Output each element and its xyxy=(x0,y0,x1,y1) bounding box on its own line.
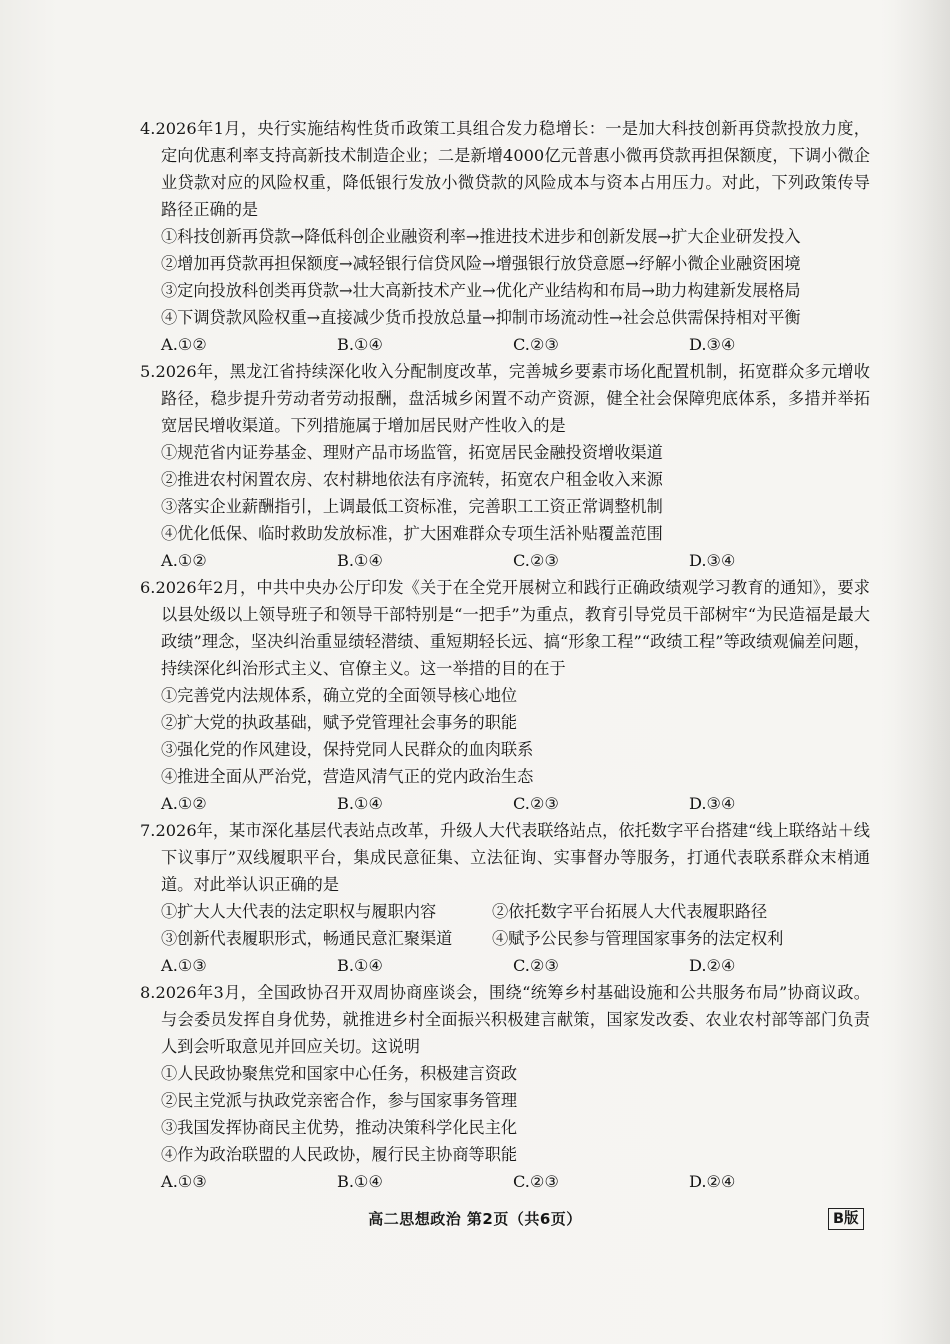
question-6-options xyxy=(140,790,870,817)
question-8-stem: 8.2026年3月，全国政协召开双周协商座谈会，围绕“统筹乡村基础设施和公共服务布局”协商议政。与会委员发挥自身优势，就推进乡村全面振兴积极建言献策，国家发改委、农业农村部等部门负责人到会听取意见并回应关切。这说明 xyxy=(140,983,870,1056)
question-4-options xyxy=(140,331,870,358)
option-a[interactable]: A.①③ xyxy=(161,956,207,975)
page-footer: 高二思想政治 第2页（共6页） xyxy=(368,1210,582,1228)
question-8-options xyxy=(140,1168,870,1195)
option-b[interactable]: B.①④ xyxy=(337,1172,384,1191)
question-7-stem: 7.2026年，某市深化基层代表站点改革，升级人大代表联络站点，依托数字平台搭建“线上联络站＋线下议事厅”双线履职平台，集成民意征集、立法征询、实事督办等服务，打通代表联系群众末梢通道。对此举认识正确的是 xyxy=(140,821,870,894)
option-a[interactable]: A.①② xyxy=(161,794,207,813)
question-6-statement-2: ②扩大党的执政基础，赋予党管理社会事务的职能 xyxy=(161,713,518,732)
question-4-statement-3: ③定向投放科创类再贷款→壮大高新技术产业→优化产业结构和布局→助力构建新发展格局 xyxy=(161,281,801,300)
option-d[interactable]: D.③④ xyxy=(689,794,736,813)
question-7-options xyxy=(140,952,870,979)
question-4-stem: 4.2026年1月，央行实施结构性货币政策工具组合发力稳增长：一是加大科技创新再贷款投放力度，定向优惠利率支持高新技术制造企业；二是新增4000亿元普惠小微再贷款再担保额度，下调小微企业贷款对应的风险权重，降低银行发放小微贷款的风险成本与资本占用压力。对此，下列政策传导路径正确的是 xyxy=(140,119,870,219)
option-c[interactable]: C.②③ xyxy=(513,1172,559,1191)
option-c[interactable]: C.②③ xyxy=(513,794,559,813)
question-5-statement-1: ①规范省内证券基金、理财产品市场监管，拓宽居民金融投资增收渠道 xyxy=(161,443,663,462)
scan-edge-shadow xyxy=(880,0,950,1344)
question-7-statement-row-1 xyxy=(140,898,870,925)
option-d[interactable]: D.②④ xyxy=(689,1172,736,1191)
option-c[interactable]: C.②③ xyxy=(513,335,559,354)
question-5-statement-3: ③落实企业薪酬指引，上调最低工资标准，完善职工工资正常调整机制 xyxy=(161,497,663,516)
question-5-stem: 5.2026年，黑龙江省持续深化收入分配制度改革，完善城乡要素市场化配置机制，拓宽群众多元增收路径，稳步提升劳动者劳动报酬，盘活城乡闲置不动产资源，健全社会保障兜底体系，多措并举拓宽居民增收渠道。下列措施属于增加居民财产性收入的是 xyxy=(140,362,870,435)
question-7-statement-3: ③创新代表履职形式，畅通民意汇聚渠道 xyxy=(161,929,453,948)
option-a[interactable]: A.①③ xyxy=(161,1172,207,1191)
option-d[interactable]: D.③④ xyxy=(689,551,736,570)
question-6-statement-3: ③强化党的作风建设，保持党同人民群众的血肉联系 xyxy=(161,740,534,759)
question-6-statement-4: ④推进全面从严治党，营造风清气正的党内政治生态 xyxy=(161,767,534,786)
option-b[interactable]: B.①④ xyxy=(337,956,384,975)
question-8-statement-2: ②民主党派与执政党亲密合作，参与国家事务管理 xyxy=(161,1091,518,1110)
question-4-statement-1: ①科技创新再贷款→降低科创企业融资利率→推进技术进步和创新发展→扩大企业研发投入 xyxy=(161,227,801,246)
question-5-statement-2: ②推进农村闲置农房、农村耕地依法有序流转，拓宽农户租金收入来源 xyxy=(161,470,663,489)
option-d[interactable]: D.③④ xyxy=(689,335,736,354)
option-c[interactable]: C.②③ xyxy=(513,551,559,570)
question-7-statement-2: ②依托数字平台拓展人大代表履职路径 xyxy=(492,902,768,921)
question-4 xyxy=(140,115,870,358)
option-a[interactable]: A.①② xyxy=(161,551,207,570)
question-8-statement-1: ①人民政协聚焦党和国家中心任务，积极建言资政 xyxy=(161,1064,518,1083)
question-7-statement-4: ④赋予公民参与管理国家事务的法定权利 xyxy=(492,929,784,948)
question-6-stem: 6.2026年2月，中共中央办公厅印发《关于在全党开展树立和践行正确政绩观学习教育的通知》，要求以县处级以上领导班子和领导干部特别是“一把手”为重点，教育引导党员干部树牢“为民造福是最大政绩”理念，坚决纠治重显绩轻潜绩、重短期轻长远、搞“形象工程”“政绩工程”等政绩观偏差问题，持续深化纠治形式主义、官僚主义。这一举措的目的在于 xyxy=(140,578,870,678)
question-7-statement-row-2 xyxy=(140,925,870,952)
question-8 xyxy=(140,979,870,1195)
question-7 xyxy=(140,817,870,979)
question-5 xyxy=(140,358,870,574)
version-badge: B版 xyxy=(828,1208,864,1230)
question-list xyxy=(140,115,870,1195)
option-b[interactable]: B.①④ xyxy=(337,551,384,570)
question-8-statement-4: ④作为政治联盟的人民政协，履行民主协商等职能 xyxy=(161,1145,518,1164)
question-5-statement-4: ④优化低保、临时救助发放标准，扩大困难群众专项生活补贴覆盖范围 xyxy=(161,524,663,543)
question-6-statement-1: ①完善党内法规体系，确立党的全面领导核心地位 xyxy=(161,686,518,705)
question-5-options xyxy=(140,547,870,574)
option-b[interactable]: B.①④ xyxy=(337,794,384,813)
option-a[interactable]: A.①② xyxy=(161,335,207,354)
question-7-statement-1: ①扩大人大代表的法定职权与履职内容 xyxy=(161,902,437,921)
option-d[interactable]: D.②④ xyxy=(689,956,736,975)
question-4-statement-2: ②增加再贷款再担保额度→减轻银行信贷风险→增强银行放贷意愿→纾解小微企业融资困境 xyxy=(161,254,801,273)
option-c[interactable]: C.②③ xyxy=(513,956,559,975)
question-6 xyxy=(140,574,870,817)
question-4-statement-4: ④下调贷款风险权重→直接减少货币投放总量→抑制市场流动性→社会总供需保持相对平衡 xyxy=(161,308,801,327)
question-8-statement-3: ③我国发挥协商民主优势，推动决策科学化民主化 xyxy=(161,1118,518,1137)
option-b[interactable]: B.①④ xyxy=(337,335,384,354)
